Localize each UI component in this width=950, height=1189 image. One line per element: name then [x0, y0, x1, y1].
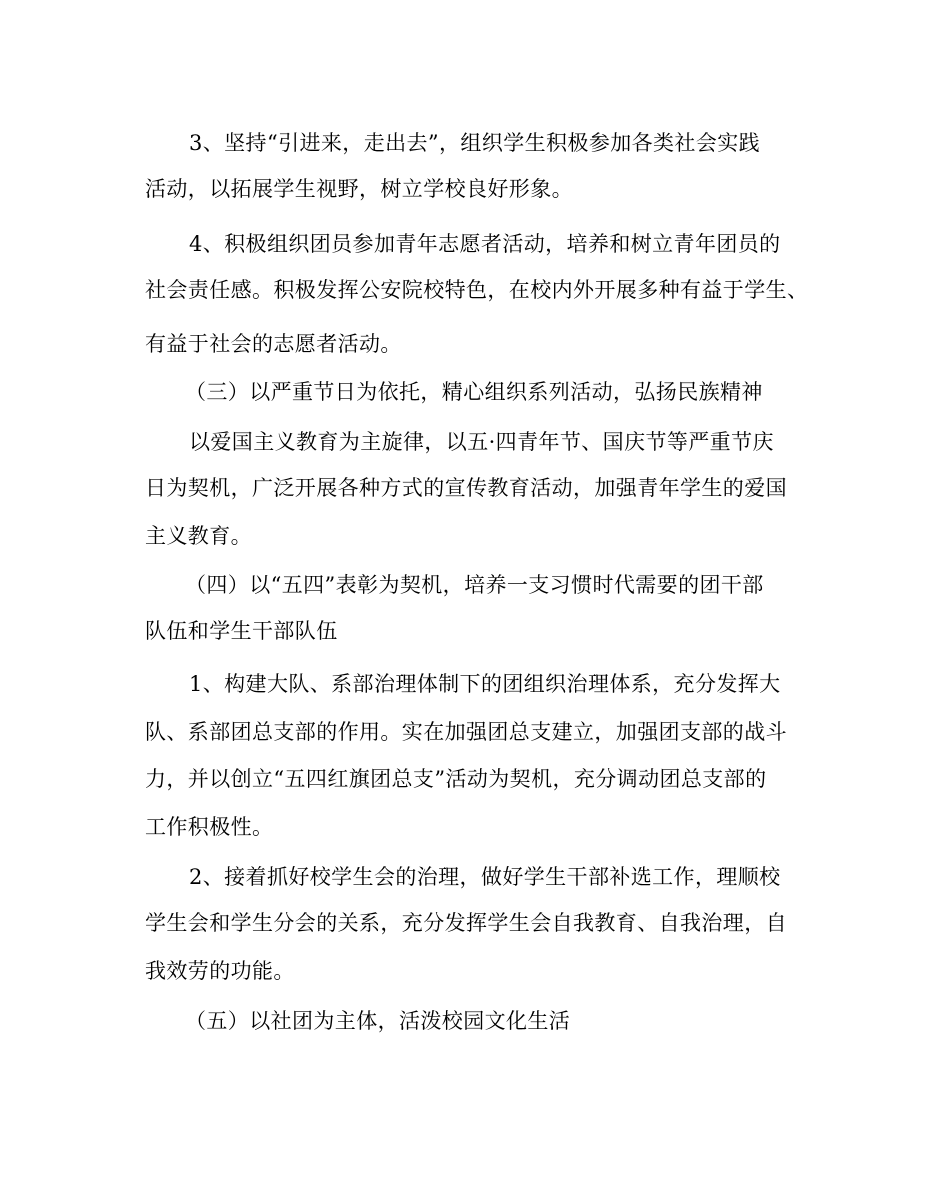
paragraph-line: 4、积极组织团员参加青年志愿者活动，培养和树立青年团员的 [189, 232, 781, 256]
paragraph-line: 社会责任感。积极发挥公安院校特色，在校内外开展多种有益于学生、 [145, 278, 809, 302]
paragraph-line: 1、构建大队、系部治理体制下的团组织治理体系，充分发挥大 [189, 672, 781, 696]
section-heading: （四）以“五四”表彰为契机，培养一支习惯时代需要的团干部 [185, 573, 764, 597]
paragraph-line: 工作积极性。 [145, 815, 274, 839]
section-heading: （三）以严重节日为依托，精心组织系列活动，弘扬民族精神 [185, 380, 763, 404]
paragraph-line: 学生会和学生分会的关系，充分发挥学生会自我教育、自我治理，自 [145, 911, 787, 935]
paragraph-line: 以爱国主义教育为主旋律，以五·四青年节、国庆节等严重节庆 [189, 430, 774, 454]
paragraph-line: 2、接着抓好校学生会的治理，做好学生干部补选工作，理顺校 [189, 865, 781, 889]
paragraph-line: 队、系部团总支部的作用。实在加强团总支建立，加强团支部的战斗 [145, 720, 787, 744]
paragraph-line: 力，并以创立“五四红旗团总支”活动为契机，充分调动团总支部的 [145, 767, 767, 791]
paragraph-line: 活动，以拓展学生视野，树立学校良好形象。 [145, 177, 573, 201]
paragraph-line: 3、坚持“引进来，走出去”，组织学生积极参加各类社会实践 [189, 131, 761, 155]
paragraph-line: 日为契机，广泛开展各种方式的宣传教育活动，加强青年学生的爱国 [145, 476, 787, 500]
paragraph-line: 主义教育。 [145, 524, 252, 548]
paragraph-line: 有益于社会的志愿者活动。 [145, 332, 402, 356]
section-heading: （五）以社团为主体，活泼校园文化生活 [185, 1009, 571, 1033]
section-heading-continuation: 队伍和学生干部队伍 [145, 619, 338, 643]
paragraph-line: 我效劳的功能。 [145, 959, 295, 983]
